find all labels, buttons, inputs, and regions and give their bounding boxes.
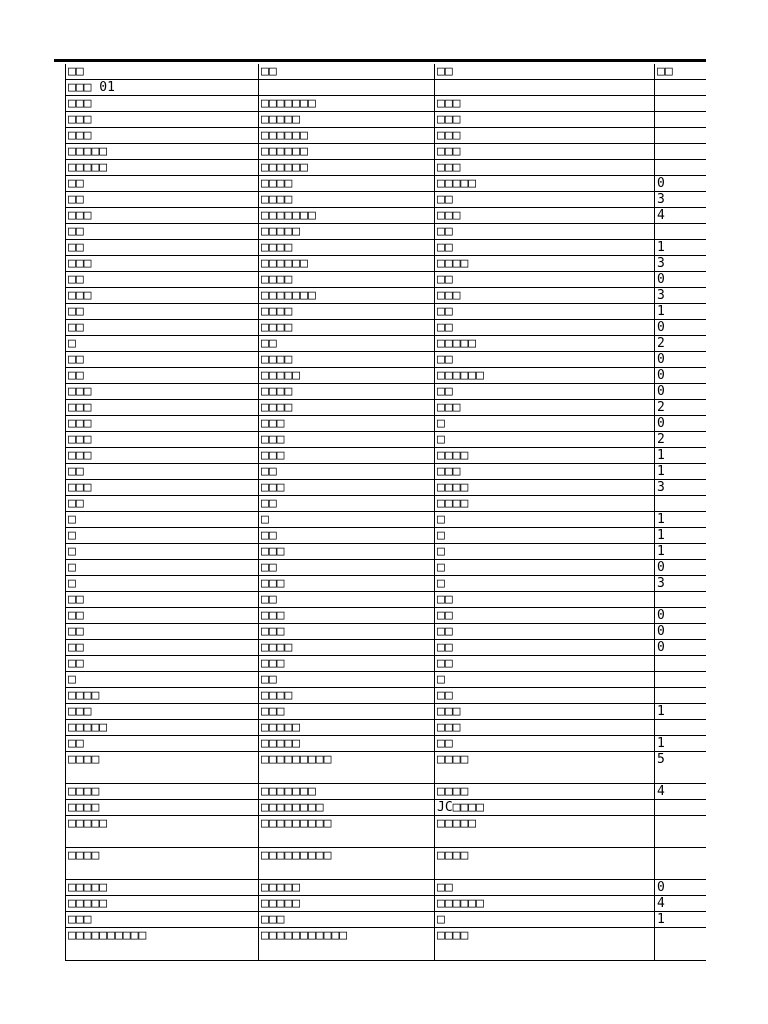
table-cell: □□□□□: [435, 176, 655, 192]
data-table: [65, 64, 706, 961]
table-row: [66, 672, 707, 688]
table-cell: [259, 80, 435, 96]
table-row: [66, 432, 707, 448]
table-cell: 5: [655, 752, 707, 784]
table-cell: □□□: [66, 96, 259, 112]
table-cell: 0: [655, 416, 707, 432]
table-cell: □□□: [259, 656, 435, 672]
table-cell: □□□□: [435, 752, 655, 784]
table-cell: [655, 720, 707, 736]
table-cell: □□□□: [435, 848, 655, 880]
table-cell: 0: [655, 640, 707, 656]
table-cell: JC□□□□: [435, 800, 655, 816]
table-cell: □□□□□□□: [259, 288, 435, 304]
table-cell: □□□□: [259, 272, 435, 288]
table-cell: □□□ 01: [66, 80, 259, 96]
table-row: [66, 384, 707, 400]
table-cell: □□□: [66, 128, 259, 144]
table-cell: 3: [655, 288, 707, 304]
table-cell: □□□□□: [259, 368, 435, 384]
header-row: [66, 64, 707, 80]
table-cell: □□□: [435, 144, 655, 160]
table-cell: □: [435, 560, 655, 576]
table-cell: □□□: [435, 464, 655, 480]
table-row: [66, 112, 707, 128]
table-cell: □□□: [66, 416, 259, 432]
table-cell: □: [66, 336, 259, 352]
table-cell: 3: [655, 576, 707, 592]
table-cell: □□□: [435, 128, 655, 144]
table-row: [66, 640, 707, 656]
table-cell: □□: [66, 464, 259, 480]
table-row: [66, 704, 707, 720]
table-cell: □□: [435, 240, 655, 256]
table-cell: □□: [66, 192, 259, 208]
table-cell: □: [435, 544, 655, 560]
table-row: [66, 816, 707, 848]
table-cell: □□□□: [435, 480, 655, 496]
table-cell: □□: [435, 224, 655, 240]
table-cell: □□: [435, 624, 655, 640]
table-cell: [655, 656, 707, 672]
table-cell: 0: [655, 176, 707, 192]
table-row: [66, 576, 707, 592]
table-row: [66, 480, 707, 496]
table-cell: 1: [655, 448, 707, 464]
table-row: [66, 320, 707, 336]
table-row: [66, 368, 707, 384]
table-row: [66, 912, 707, 928]
table-cell: □□: [66, 272, 259, 288]
table-row: [66, 496, 707, 512]
table-cell: □□: [66, 240, 259, 256]
table-row: [66, 688, 707, 704]
table-cell: □□: [435, 352, 655, 368]
table-cell: □□□: [259, 912, 435, 928]
table-cell: 1: [655, 464, 707, 480]
table-cell: □: [259, 512, 435, 528]
table-cell: □□: [66, 368, 259, 384]
table-cell: 0: [655, 880, 707, 896]
table-cell: 3: [655, 480, 707, 496]
table-row: [66, 288, 707, 304]
table-row: [66, 784, 707, 800]
table-cell: □□□: [259, 416, 435, 432]
table-cell: 0: [655, 608, 707, 624]
table-cell: 1: [655, 304, 707, 320]
table-row: [66, 752, 707, 784]
table-cell: □□: [435, 656, 655, 672]
table-cell: 4: [655, 208, 707, 224]
table-cell: □□□□: [435, 928, 655, 961]
table-cell: □□: [66, 320, 259, 336]
table-cell: □□: [435, 192, 655, 208]
table-cell: [655, 144, 707, 160]
table-cell: □□□: [66, 400, 259, 416]
table-cell: □□□□: [259, 640, 435, 656]
table-cell: [655, 496, 707, 512]
table-cell: □□□□□: [66, 144, 259, 160]
table-cell: [655, 816, 707, 848]
table-cell: □□□: [66, 704, 259, 720]
table-row: [66, 128, 707, 144]
table-cell: 1: [655, 704, 707, 720]
table-row: [66, 528, 707, 544]
table-cell: □: [435, 528, 655, 544]
table-cell: □□: [259, 560, 435, 576]
table-row: [66, 144, 707, 160]
table-cell: □□: [66, 496, 259, 512]
table-cell: □: [435, 512, 655, 528]
table-cell: □□□□: [66, 848, 259, 880]
table-cell: □□□□: [259, 384, 435, 400]
table-cell: □□□□□□□□□: [259, 816, 435, 848]
table-row: [66, 608, 707, 624]
table-cell: 4: [655, 784, 707, 800]
table-cell: □: [435, 672, 655, 688]
table-cell: □□□: [435, 96, 655, 112]
table-cell: □□□□□□: [259, 144, 435, 160]
table-row: [66, 800, 707, 816]
table-cell: 2: [655, 400, 707, 416]
table-cell: □□□: [435, 400, 655, 416]
table-cell: [655, 800, 707, 816]
header-cell: □□: [259, 64, 435, 80]
table-row: [66, 448, 707, 464]
table-cell: □□□□□□□□□□: [66, 928, 259, 961]
table-cell: 3: [655, 192, 707, 208]
table-cell: □□□: [435, 704, 655, 720]
table-cell: □□□□: [435, 496, 655, 512]
table-cell: □□□□□: [259, 720, 435, 736]
table-cell: □□□□□□□: [259, 784, 435, 800]
table-cell: □□: [435, 592, 655, 608]
table-cell: □□□□□□□□□□□: [259, 928, 435, 961]
table-cell: □□: [435, 272, 655, 288]
table-cell: □□□□: [435, 784, 655, 800]
table-cell: □□: [259, 528, 435, 544]
table-cell: □□□□□: [435, 336, 655, 352]
table-cell: □□: [66, 608, 259, 624]
table-cell: □□□: [66, 432, 259, 448]
table-cell: □□□□□: [259, 896, 435, 912]
table-row: [66, 848, 707, 880]
table-cell: 1: [655, 736, 707, 752]
table-row: [66, 880, 707, 896]
table-cell: [655, 112, 707, 128]
table-row: [66, 512, 707, 528]
table-cell: □□□: [435, 112, 655, 128]
table-cell: □□□□□: [259, 224, 435, 240]
table-cell: [655, 128, 707, 144]
table-cell: □□□□: [66, 800, 259, 816]
table-cell: [435, 80, 655, 96]
table-cell: 1: [655, 240, 707, 256]
table-cell: □□□: [66, 912, 259, 928]
table-cell: 1: [655, 512, 707, 528]
table-cell: □□□□: [66, 688, 259, 704]
table-cell: □□□: [259, 432, 435, 448]
table-cell: □□□□□□: [259, 160, 435, 176]
spreadsheet: [65, 64, 706, 984]
table-cell: □□□: [435, 288, 655, 304]
table-cell: [655, 96, 707, 112]
table-row: [66, 544, 707, 560]
table-cell: □□□: [66, 384, 259, 400]
table-cell: □□: [66, 224, 259, 240]
table-cell: □□□□: [259, 176, 435, 192]
table-cell: □□□□: [66, 784, 259, 800]
table-cell: □□: [435, 640, 655, 656]
table-cell: [655, 224, 707, 240]
table-cell: □□□: [259, 624, 435, 640]
table-cell: □: [435, 416, 655, 432]
table-row: [66, 192, 707, 208]
table-cell: 1: [655, 528, 707, 544]
table-cell: □□: [259, 496, 435, 512]
table-cell: □□□: [259, 480, 435, 496]
table-row: [66, 96, 707, 112]
table-cell: 2: [655, 432, 707, 448]
table-cell: □□□□: [435, 448, 655, 464]
table-cell: □□: [259, 336, 435, 352]
table-cell: 1: [655, 544, 707, 560]
table-cell: □□: [66, 736, 259, 752]
table-cell: □□: [66, 304, 259, 320]
table-cell: □□□□□□□□□: [259, 848, 435, 880]
table-cell: 0: [655, 272, 707, 288]
table-cell: □□□: [259, 448, 435, 464]
table-row: [66, 80, 707, 96]
table-row: [66, 304, 707, 320]
table-cell: □□: [435, 320, 655, 336]
table-cell: □: [66, 528, 259, 544]
table-cell: □□□: [66, 288, 259, 304]
table-cell: [655, 160, 707, 176]
table-row: [66, 240, 707, 256]
table-cell: 2: [655, 336, 707, 352]
table-cell: 0: [655, 624, 707, 640]
table-row: [66, 416, 707, 432]
table-cell: □□□□□: [66, 160, 259, 176]
table-cell: □□□□□□: [259, 128, 435, 144]
table-row: [66, 176, 707, 192]
table-cell: 0: [655, 368, 707, 384]
table-cell: [655, 848, 707, 880]
table-cell: □□□□□: [259, 112, 435, 128]
table-row: [66, 336, 707, 352]
header-cell: □□: [435, 64, 655, 80]
header-cell: □□: [66, 64, 259, 80]
table-cell: □□□□□: [435, 816, 655, 848]
table-cell: □: [435, 432, 655, 448]
table-cell: □□□□: [259, 400, 435, 416]
table-cell: □□: [435, 384, 655, 400]
table-cell: □□: [435, 880, 655, 896]
table-cell: □□□□□: [259, 736, 435, 752]
table-cell: □□: [66, 640, 259, 656]
table-cell: □□: [259, 592, 435, 608]
table-cell: □□□□: [259, 688, 435, 704]
table-cell: □□□□□□□: [259, 208, 435, 224]
top-rule: [54, 59, 706, 62]
table-cell: □□□□□: [66, 816, 259, 848]
table-row: [66, 224, 707, 240]
table-cell: □□□□: [259, 304, 435, 320]
table-cell: [655, 688, 707, 704]
table-cell: □□: [66, 656, 259, 672]
table-cell: □□: [66, 352, 259, 368]
table-cell: □□□□□□: [435, 368, 655, 384]
table-cell: □□□□□: [66, 880, 259, 896]
table-cell: □□□: [66, 208, 259, 224]
table-cell: □□□□□□□□: [259, 800, 435, 816]
table-cell: □□: [259, 672, 435, 688]
table-cell: □: [66, 560, 259, 576]
table-cell: □□□□: [259, 320, 435, 336]
table-cell: □□□: [66, 256, 259, 272]
table-cell: □□□: [259, 576, 435, 592]
table-cell: □: [66, 544, 259, 560]
table-cell: □□□: [66, 480, 259, 496]
table-cell: □□□: [66, 112, 259, 128]
table-cell: □□□□: [259, 192, 435, 208]
table-cell: [655, 672, 707, 688]
table-cell: [655, 80, 707, 96]
table-row: [66, 736, 707, 752]
table-row: [66, 352, 707, 368]
table-row: [66, 160, 707, 176]
table-cell: □□□□□: [259, 880, 435, 896]
table-cell: □□□: [259, 704, 435, 720]
table-cell: □: [66, 512, 259, 528]
table-row: [66, 400, 707, 416]
table-cell: □□□□□□: [259, 256, 435, 272]
table-row: [66, 720, 707, 736]
table-cell: 0: [655, 352, 707, 368]
table-row: [66, 928, 707, 961]
table-row: [66, 624, 707, 640]
table-cell: □□: [435, 608, 655, 624]
table-cell: □□□: [259, 544, 435, 560]
header-cell: □□: [655, 64, 707, 80]
table-cell: □□□: [435, 160, 655, 176]
table-cell: □□□□: [435, 256, 655, 272]
table-cell: □□□□□□: [435, 896, 655, 912]
table-row: [66, 256, 707, 272]
table-cell: 4: [655, 896, 707, 912]
table-cell: 0: [655, 320, 707, 336]
table-row: [66, 464, 707, 480]
table-cell: □□: [259, 464, 435, 480]
table-cell: □□□□□: [66, 896, 259, 912]
table-cell: [655, 928, 707, 961]
table-cell: □□: [435, 736, 655, 752]
table-cell: □□□: [66, 448, 259, 464]
table-cell: □□□□: [259, 352, 435, 368]
table-row: [66, 896, 707, 912]
table-row: [66, 592, 707, 608]
table-cell: □: [435, 576, 655, 592]
table-cell: 1: [655, 912, 707, 928]
table-cell: □: [435, 912, 655, 928]
table-cell: □□□: [435, 720, 655, 736]
table-row: [66, 208, 707, 224]
table-cell: □□□□□□□: [259, 96, 435, 112]
table-cell: 0: [655, 384, 707, 400]
table-cell: □□□: [259, 608, 435, 624]
table-cell: □□: [435, 304, 655, 320]
table-cell: □□: [435, 688, 655, 704]
table-cell: 3: [655, 256, 707, 272]
table-cell: □□□□□□□□□: [259, 752, 435, 784]
table-cell: □□□□: [259, 240, 435, 256]
table-row: [66, 656, 707, 672]
table-cell: □□: [66, 624, 259, 640]
table-cell: □□□□: [66, 752, 259, 784]
table-cell: □: [66, 576, 259, 592]
table-cell: □□: [66, 176, 259, 192]
table-row: [66, 560, 707, 576]
table-cell: 0: [655, 560, 707, 576]
table-row: [66, 272, 707, 288]
table-cell: □: [66, 672, 259, 688]
table-cell: [655, 592, 707, 608]
table-cell: □□□: [435, 208, 655, 224]
table-cell: □□: [66, 592, 259, 608]
table-cell: □□□□□: [66, 720, 259, 736]
